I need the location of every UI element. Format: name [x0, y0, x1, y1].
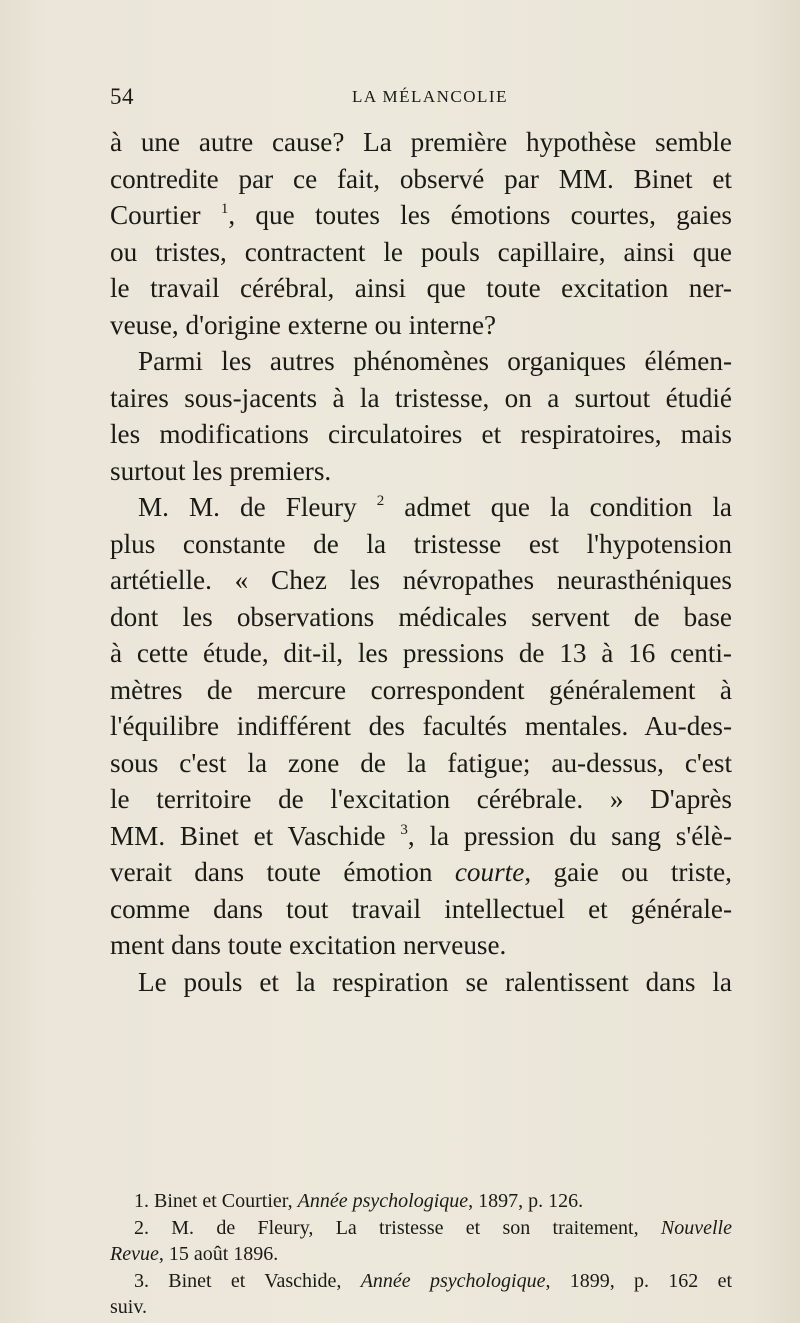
text-line: sous c'est la zone de la fatigue; au-dessus, c'est: [110, 747, 732, 778]
text-line: veuse, d'origine externe ou interne?: [110, 309, 497, 340]
text-line: MM. Binet et Vaschide $^3$, la pression du sang s'élè-: [110, 820, 732, 851]
text-line: le territoire de l'excitation cérébrale. » D'après: [110, 784, 732, 814]
emphasis: courte: [454, 857, 525, 887]
text-line: à cette étude, dit-il, les pressions de 13 à 16 centi-: [110, 638, 732, 668]
text-line: taires sous-jacents à la tristesse, on a surtout étudié: [110, 382, 732, 413]
footnotes: [110, 1188, 732, 1321]
text-line: M. M. de Fleury $^2$ admet que la condition la: [138, 492, 732, 522]
footnote-1: 1. Binet et Courtier, Année psychologique, 1897, p. 126.: [134, 1190, 584, 1212]
text-line: Parmi les autres phénomènes organiques élémen-: [138, 346, 732, 376]
body-text: [110, 124, 732, 1000]
footnote-3: 3. Binet et Vaschide, Année psychologique, 1899, p. 162 et: [134, 1269, 733, 1292]
text-line: mètres de mercure correspondent généralement à: [110, 674, 732, 705]
text-line: ment dans toute excitation nerveuse.: [110, 930, 507, 960]
text-line: artétielle. « Chez les névropathes neurasthéniques: [110, 565, 732, 595]
text-line: surtout les premiers.: [110, 455, 332, 486]
text-line: verait dans toute émotion courte, gaie ou triste,: [110, 857, 732, 887]
footnote-2: 2. M. de Fleury, La tristesse et son traitement, Nouvelle: [134, 1216, 732, 1239]
text-line: le travail cérébral, ainsi que toute excitation ner-: [110, 273, 732, 303]
footnote-3-continued: suiv.: [110, 1296, 148, 1318]
text-line: ou tristes, contractent le pouls capillaire, ainsi que: [110, 236, 732, 267]
text-line: Courtier $^1$, que toutes les émotions courtes, gaies: [110, 200, 733, 230]
text-line: l'équilibre indifférent des facultés mentales. Au-des-: [110, 711, 732, 741]
text-line: à une autre cause? La première hypothèse semble: [110, 127, 732, 157]
text-line: dont les observations médicales servent de base: [110, 601, 732, 632]
footnote-ref: 1: [220, 201, 229, 217]
running-head: [110, 84, 730, 114]
text-line: plus constante de la tristesse est l'hypotension: [110, 528, 732, 559]
text-line: Le pouls et la respiration se ralentissent dans la: [138, 966, 732, 997]
text-line: les modifications circulatoires et respiratoires, mais: [110, 419, 732, 449]
text-line: contredite par ce fait, observé par MM. Binet et: [110, 163, 732, 194]
footnote-ref: 2: [376, 493, 385, 509]
page-number: 54: [110, 84, 134, 109]
footnote-2-continued: Revue, 15 août 1896.: [110, 1243, 279, 1265]
text-line: comme dans tout travail intellectuel et générale-: [110, 893, 732, 924]
footnote-ref: 3: [400, 821, 408, 838]
running-title: LA MÉLANCOLIE: [352, 87, 508, 106]
